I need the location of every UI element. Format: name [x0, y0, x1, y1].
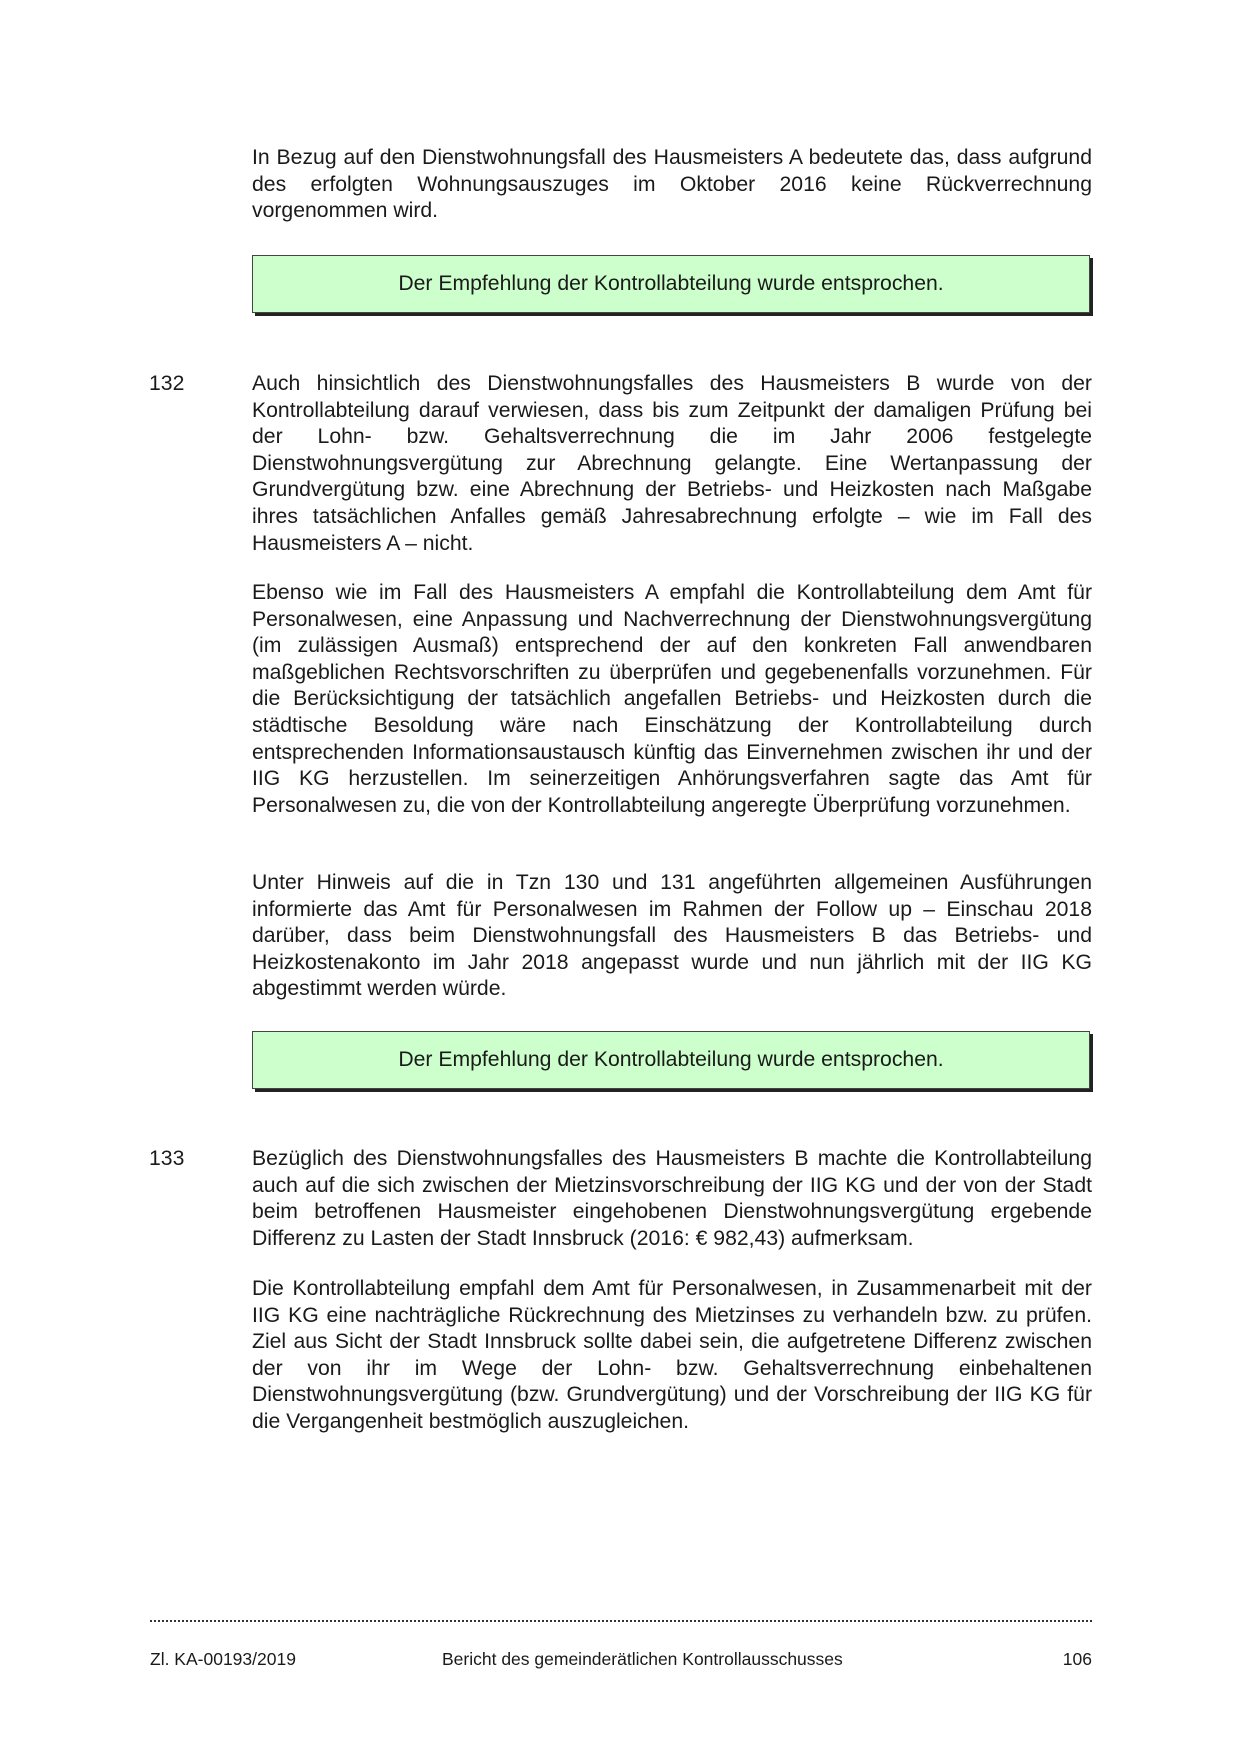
- paragraph-tzn-133-recommendation: Die Kontrollabteilung empfahl dem Amt für Personalwesen, in Zusammenarbeit mit der IIG KG eine nachträgliche Rückrechnung des Mietzinses zu verhandeln bzw. zu prüfen. Ziel aus Sicht der Stadt Innsbruck sollte dabei sein, die aufgetretene Differenz zwischen der von ihr im Wege der Lohn- bzw. Gehaltsverrechnung einbehaltenen Dienstwohnungsvergütung (bzw. Grundvergütung) und der Vorschreibung der IIG KG für die Vergangenheit bestmöglich auszugleichen.: [252, 1277, 1092, 1433]
- recommendation-status-box: Der Empfehlung der Kontrollabteilung wurde entsprochen.: [252, 255, 1090, 313]
- recommendation-status-box: Der Empfehlung der Kontrollabteilung wurde entsprochen.: [252, 1031, 1090, 1089]
- tzn-number: 133: [149, 1147, 185, 1170]
- footer-reference: Zl. KA-00193/2019: [150, 1649, 296, 1669]
- paragraph-tzn-132-follow-up: Unter Hinweis auf die in Tzn 130 und 131 angeführten allgemeinen Ausführungen informierte das Amt für Personalwesen im Rahmen der Follow up – Einschau 2018 darüber, dass beim Dienstwohnungsfall des Hausmeisters B das Betriebs- und Heizkostenakonto im Jahr 2018 angepasst wurde und nun jährlich mit der IIG KG abgestimmt werden würde.: [252, 871, 1092, 1001]
- paragraph-tzn-133-intro: Bezüglich des Dienstwohnungsfalles des Hausmeisters B machte die Kontrollabteilung auch auf die sich zwischen der Mietzinsvorschreibung der IIG KG und der von der Stadt beim betroffenen Hausmeister eingehobenen Dienstwohnungsvergütung ergebende Differenz zu Lasten der Stadt Innsbruck (2016: € 982,43) aufmerksam.: [252, 1147, 1092, 1250]
- paragraph-tzn-132-intro: Auch hinsichtlich des Dienstwohnungsfalles des Hausmeisters B wurde von der Kontrollabteilung darauf verwiesen, dass bis zum Zeitpunkt der damaligen Prüfung bei der Lohn- bzw. Gehaltsverrechnung die im Jahr 2006 festgelegte Dienstwohnungsvergütung zur Abrechnung gelangte. Eine Wertanpassung der Grundvergütung bzw. eine Abrechnung der Betriebs- und Heizkosten nach Maßgabe ihres tatsächlichen Anfalles gemäß Jahresabrechnung erfolgte – wie im Fall des Hausmeisters A – nicht.: [252, 372, 1092, 555]
- paragraph-tzn-132-recommendation: Ebenso wie im Fall des Hausmeisters A empfahl die Kontrollabteilung dem Amt für Personalwesen, eine Anpassung und Nachverrechnung der Dienstwohnungsvergütung (im zulässigen Ausmaß) entsprechend der auf den konkreten Fall anwendbaren maßgeblichen Rechtsvorschriften zu überprüfen und gegebenenfalls vorzunehmen. Für die Berücksichtigung der tatsächlich angefallen Betriebs- und Heizkosten durch die städtische Besoldung wäre nach Einschätzung der Kontrollabteilung durch entsprechenden Informationsaustausch künftig das Einvernehmen zwischen ihr und der IIG KG herzustellen. Im seinerzeitigen Anhörungsverfahren sagte das Amt für Personalwesen zu, die von der Kontrollabteilung angeregte Überprüfung vorzunehmen.: [252, 581, 1092, 817]
- footer-divider: [150, 1620, 1092, 1622]
- paragraph-hausmeister-a-conclusion: In Bezug auf den Dienstwohnungsfall des Hausmeisters A bedeutete das, dass aufgrund des erfolgten Wohnungsauszuges im Oktober 2016 keine Rückverrechnung vorgenommen wird.: [252, 146, 1092, 223]
- tzn-number: 132: [149, 372, 185, 395]
- footer-page-number: 106: [1062, 1649, 1092, 1669]
- footer-report-title: Bericht des gemeinderätlichen Kontrollausschusses: [442, 1649, 843, 1669]
